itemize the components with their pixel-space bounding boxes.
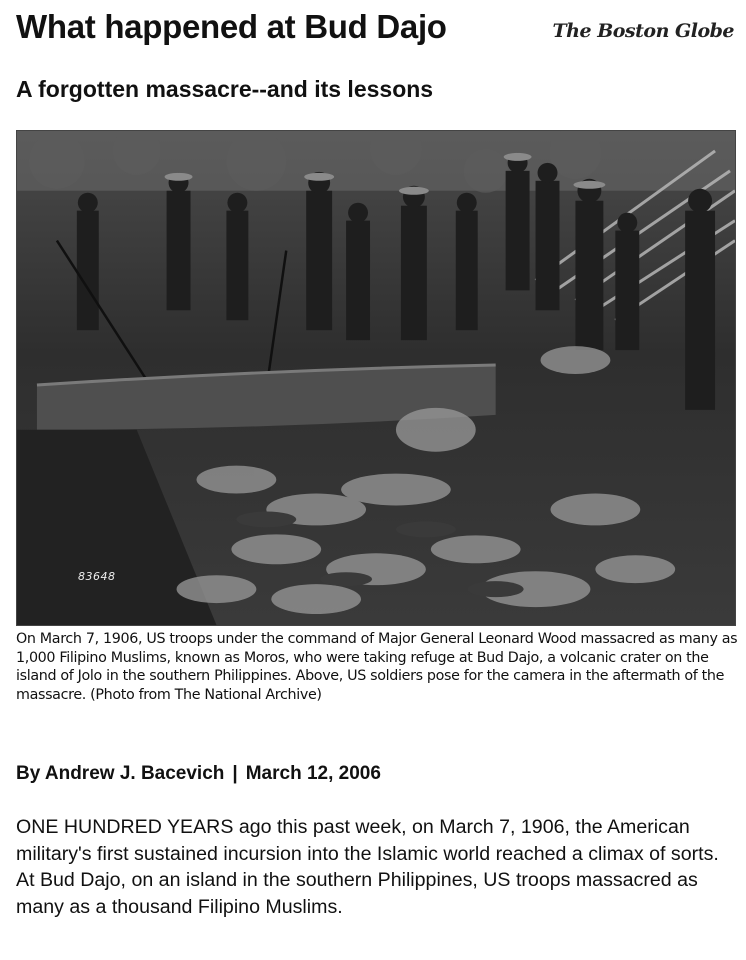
photo-plate-number: 83648 xyxy=(78,570,116,583)
historical-photo-illustration xyxy=(17,131,735,625)
article-body-paragraph: ONE HUNDRED YEARS ago this past week, on March 7, 1906, the American military's first sustained incursion into the Islamic world reached a climax of sorts. At Bud Dajo, on an island in the southern Philippines, US troops massacred as many as a thousand Filipino Muslims. xyxy=(16,816,719,918)
article-photo xyxy=(16,130,736,626)
byline-separator: | xyxy=(232,763,238,784)
publish-date: March 12, 2006 xyxy=(245,763,381,784)
byline xyxy=(16,763,381,785)
article-subheadline: A forgotten massacre--and its lessons xyxy=(16,76,434,102)
photo-caption: On March 7, 1906, US troops under the command of Major General Leonard Wood massacred as many as 1,000 Filipino Muslims, known as Moros, who were taking refuge at Bud Dajo, a volcanic crater on the island of Jolo in the southern Philippines. Above, US soldiers pose for the camera in the aftermath of the massacre. (Photo from The National Archive) xyxy=(16,631,738,703)
publication-masthead[interactable]: The Boston Globe xyxy=(552,20,734,42)
author-name: By Andrew J. Bacevich xyxy=(16,763,225,784)
article-headline: What happened at Bud Dajo xyxy=(16,8,447,45)
